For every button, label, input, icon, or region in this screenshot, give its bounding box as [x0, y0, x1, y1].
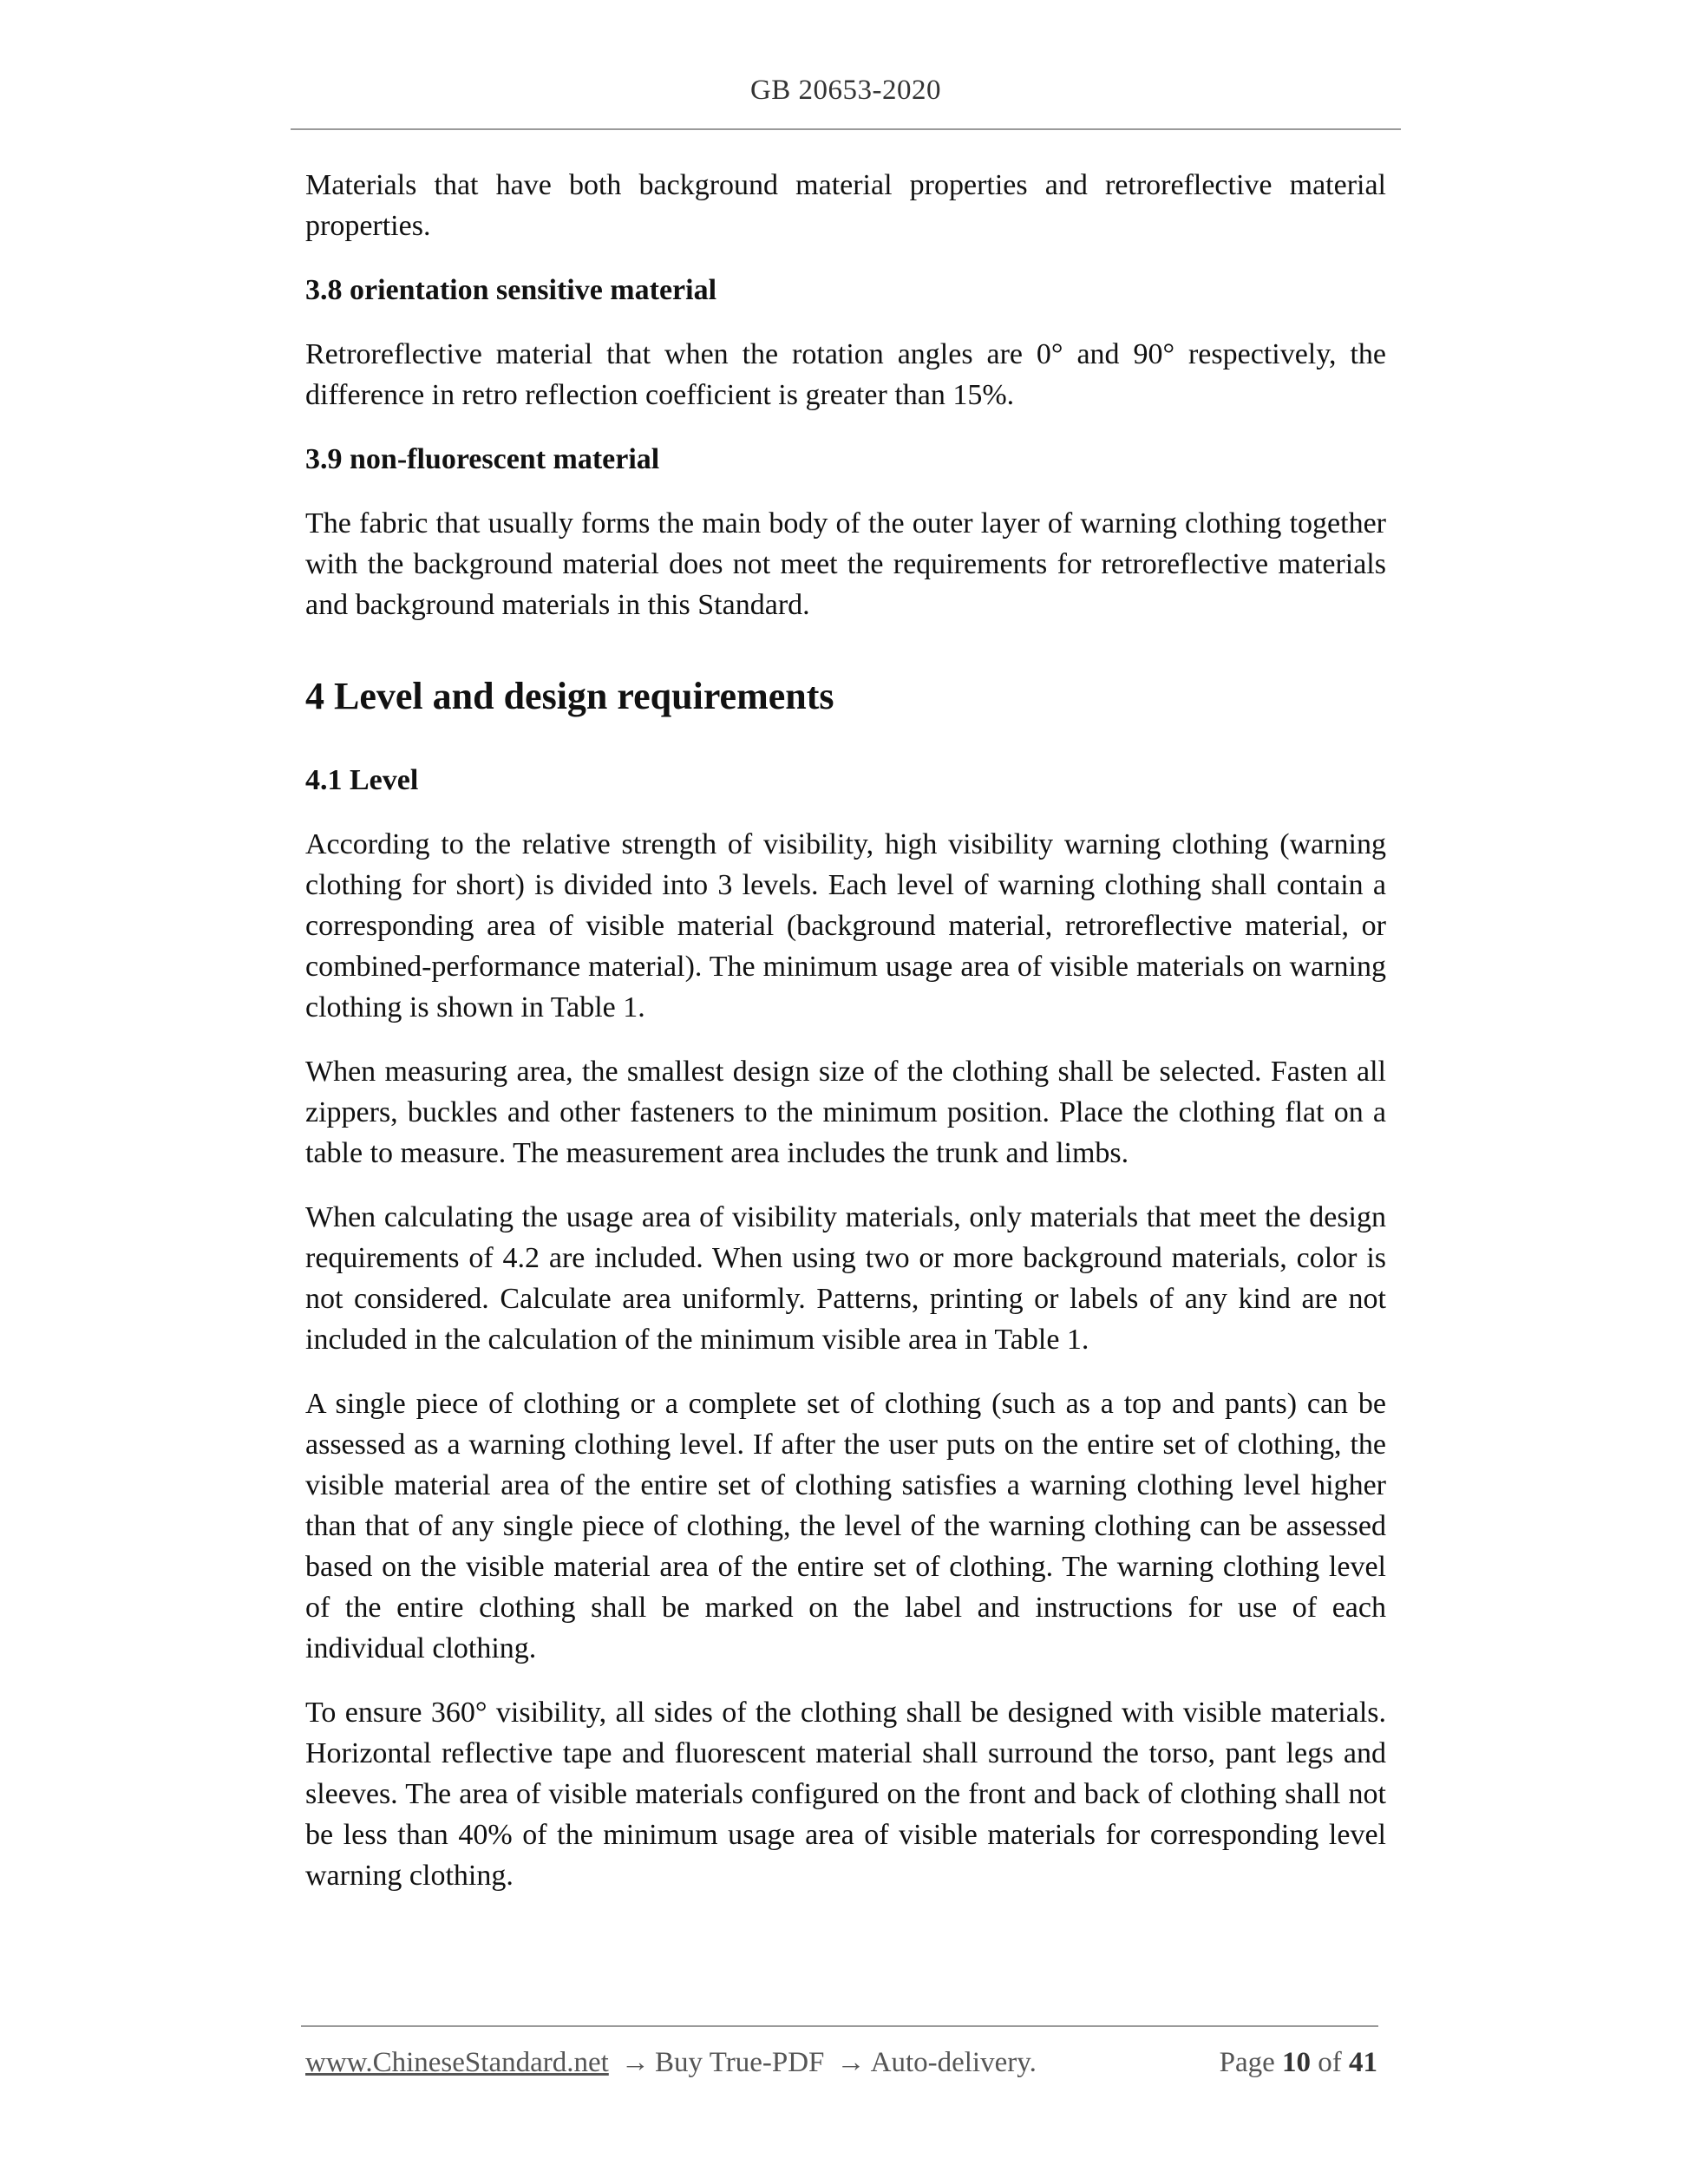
paragraph-3-8: Retroreflective material that when the rotation angles are 0° and 90° respectively, the difference in retro reflection coefficient is greater than 15%. — [305, 338, 1386, 411]
heading-3-9: 3.9 non-fluorescent material — [305, 443, 660, 475]
page-label: Page — [1219, 2047, 1275, 2078]
header-divider — [291, 128, 1401, 130]
page-current: 10 — [1282, 2047, 1311, 2078]
paragraph-4-1-c: When calculating the usage area of visibility materials, only materials that meet the design requirements of 4.2 are included. When using two or more background materials, color is not considered. Calculate area uniformly. Patterns, printing or labels of any kind are not included in the calculation of the minimum visible area in Table 1. — [305, 1201, 1386, 1356]
page-total: 41 — [1349, 2047, 1377, 2078]
paragraph-4-1-b: When measuring area, the smallest design size of the clothing shall be selected. Fasten all zippers, buckles and other fasteners to the minimum position. Place the clothing flat on a table to measure. The measurement area includes the trunk and limbs. — [305, 1056, 1386, 1169]
heading-4: 4 Level and design requirements — [305, 675, 834, 717]
footer-divider — [301, 2025, 1378, 2027]
paragraph-3-9: The fabric that usually forms the main body of the outer layer of warning clothing together with the background material does not meet the requirements for retroreflective materials and background materials in this Standard. — [305, 507, 1386, 621]
page-of: of — [1318, 2047, 1342, 2078]
page-number — [1220, 2043, 1377, 2082]
heading-3-8: 3.8 orientation sensitive material — [305, 274, 717, 306]
paragraph-4-1-e: To ensure 360° visibility, all sides of the clothing shall be designed with visible materials. Horizontal reflective tape and fluorescent material shall surround the torso, pant legs and sleeves. The area of visible materials configured on the front and back of clothing shall not be less than 40% of the minimum usage area of visible materials for corresponding level warning clothing. — [305, 1697, 1386, 1892]
page-header-doc-id: GB 20653-2020 — [749, 75, 942, 106]
buy-true-pdf-text: Buy True-PDF — [655, 2047, 825, 2078]
site-link[interactable]: www.ChineseStandard.net — [305, 2047, 609, 2078]
arrow-right-icon: → — [621, 2047, 651, 2078]
arrow-right-icon: → — [836, 2047, 866, 2078]
page-footer — [305, 2043, 1377, 2082]
page-content — [305, 165, 1386, 1896]
paragraph-4-1-a: According to the relative strength of visibility, high visibility warning clothing (warning clothing for short) is divided into 3 levels. Each level of warning clothing shall contain a corresponding area of visible material (background material, retroreflective material, or combined-performance material). The minimum usage area of visible materials on warning clothing is shown in Table 1. — [305, 828, 1386, 1023]
paragraph-intro: Materials that have both background material properties and retroreflective material properties. — [305, 169, 1386, 242]
footer-promo — [305, 2043, 1037, 2082]
heading-4-1: 4.1 Level — [305, 764, 419, 796]
auto-delivery-text: Auto-delivery. — [870, 2047, 1037, 2078]
paragraph-4-1-d: A single piece of clothing or a complete set of clothing (such as a top and pants) can be assessed as a warning clothing level. If after the user puts on the entire set of clothing, the visible material area of the entire set of clothing satisfies a warning clothing level higher than that of any single piece of clothing, the level of the warning clothing can be assessed based on the visible material area of the entire set of clothing. The warning clothing level of the entire clothing shall be marked on the label and instructions for use of each individual clothing. — [305, 1388, 1386, 1664]
